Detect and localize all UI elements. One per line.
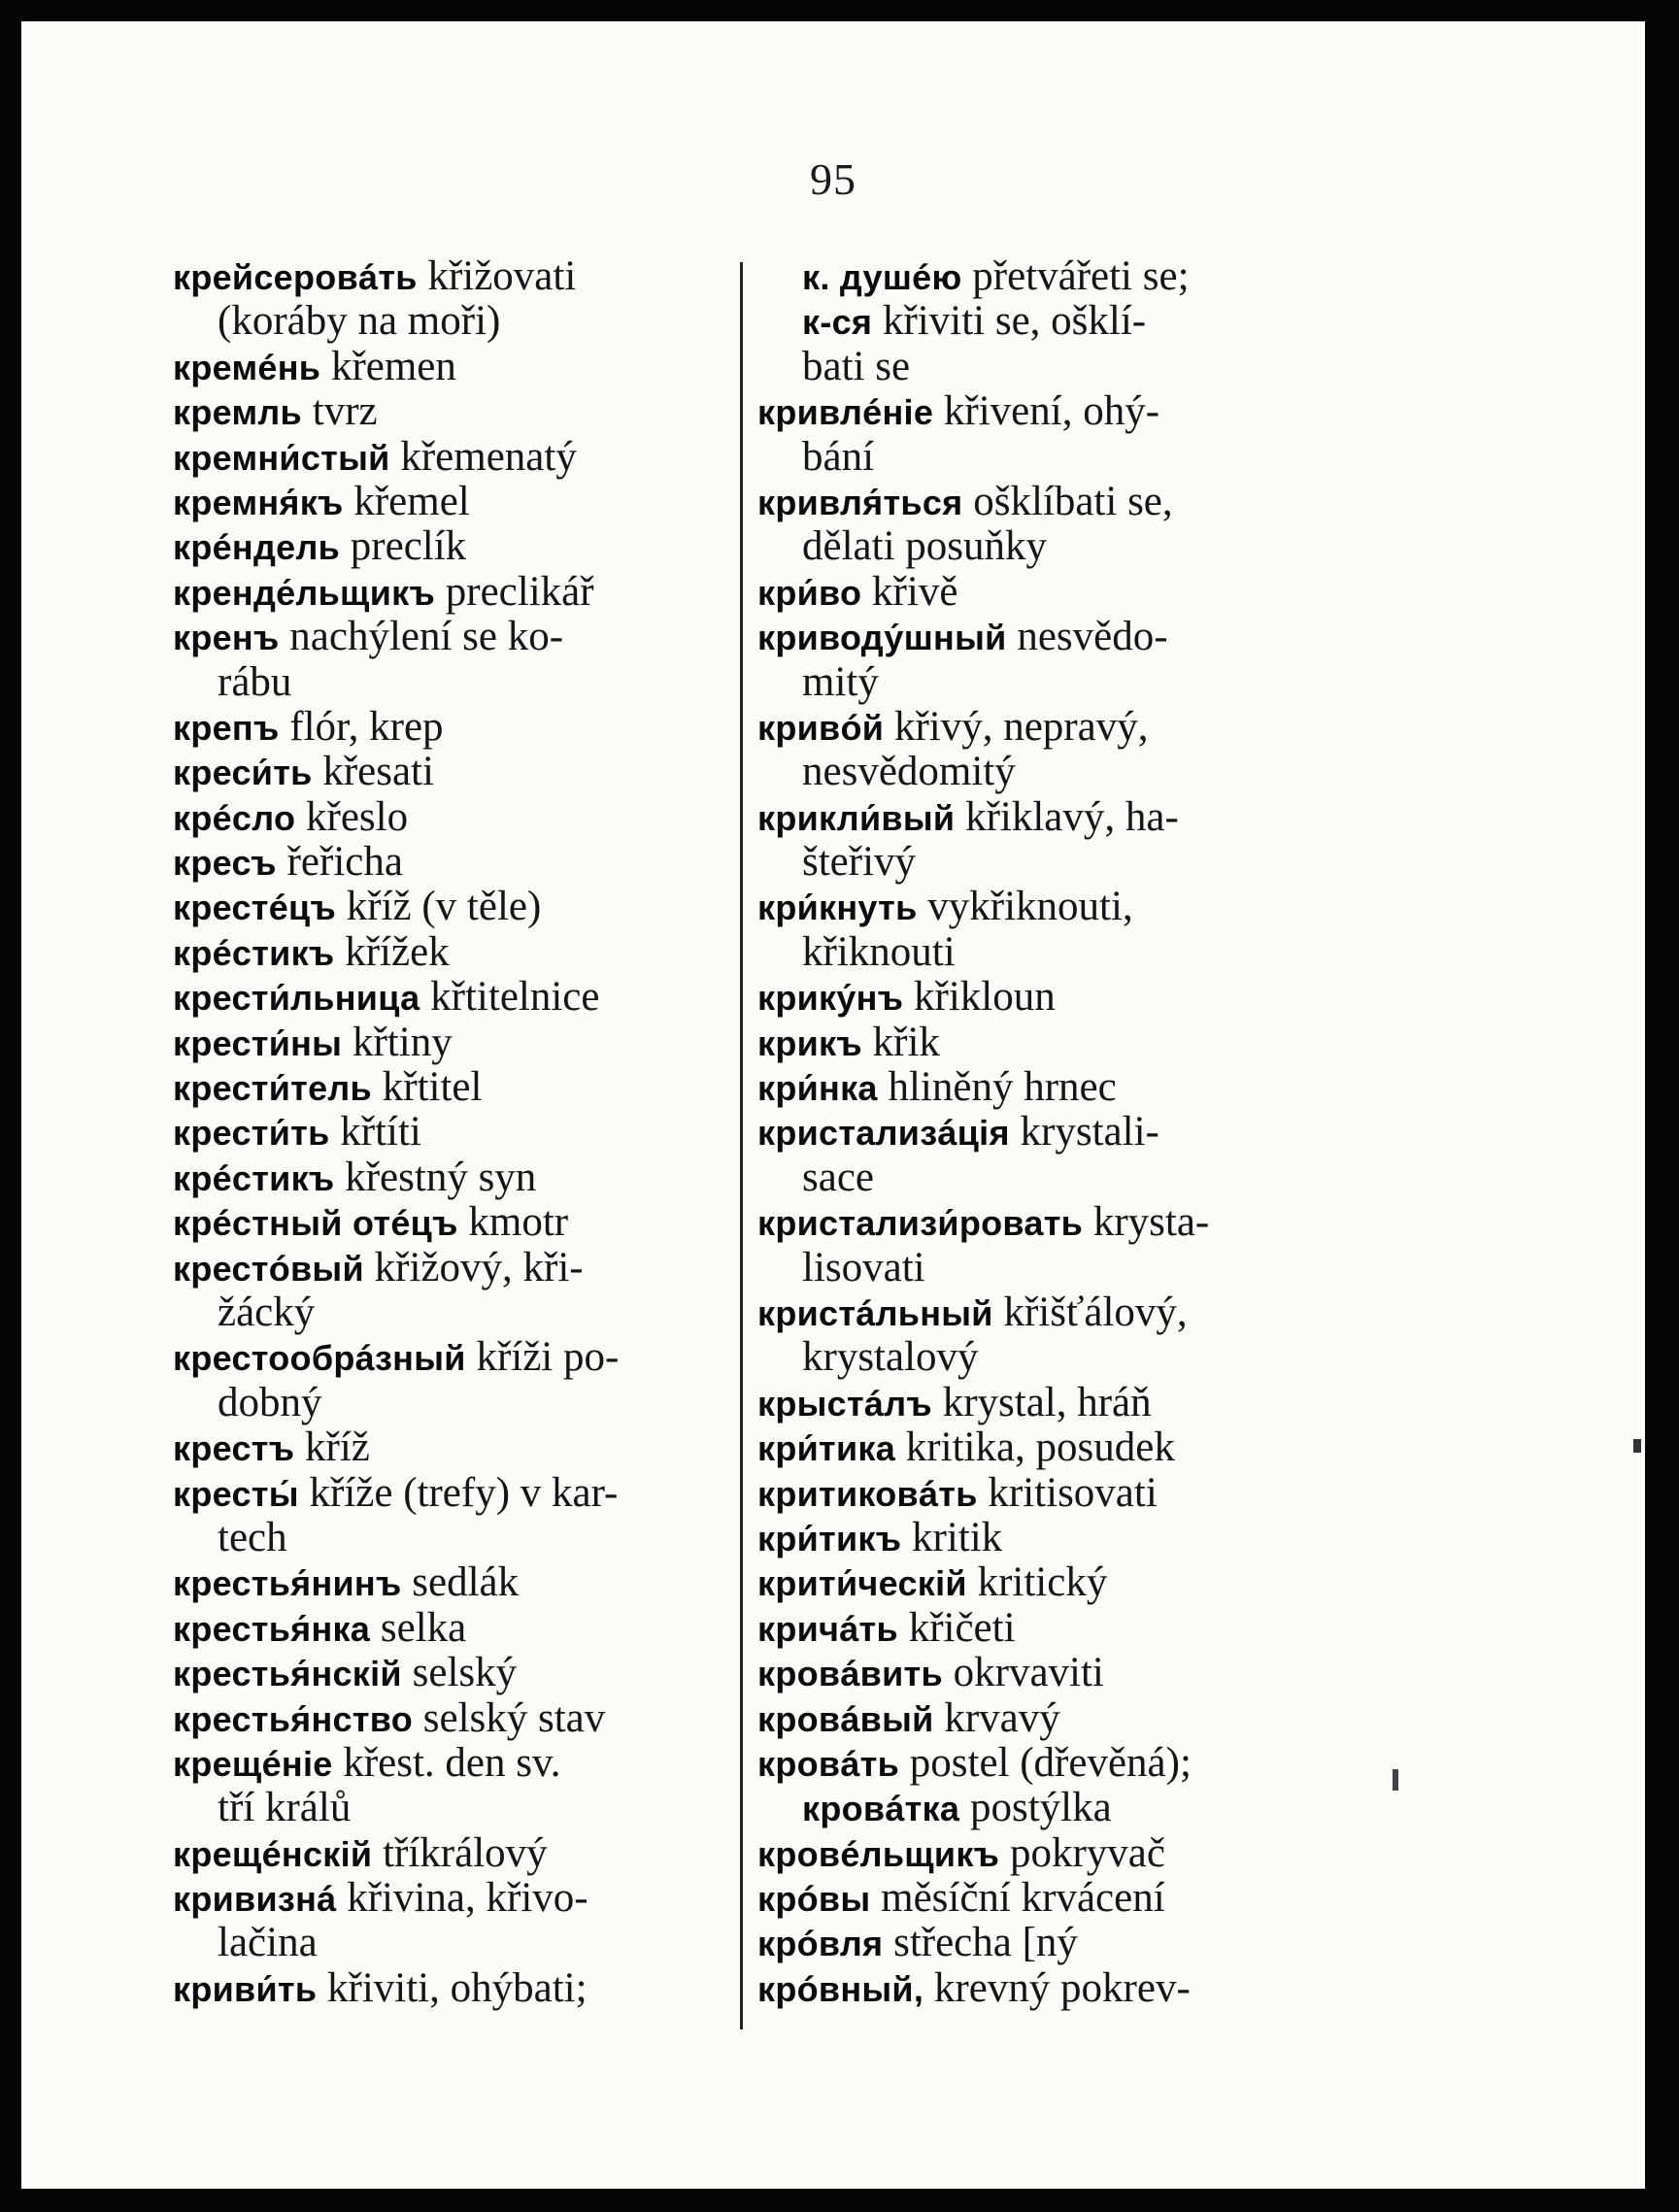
- headword: крéндель: [173, 527, 341, 568]
- headword: крести́льница: [173, 978, 420, 1019]
- dictionary-entry-line: [757, 299, 1328, 344]
- headword: крестóвый: [173, 1248, 364, 1289]
- headword: криви́ть: [173, 1968, 318, 2009]
- headword: кри́кнуть: [757, 888, 918, 928]
- dictionary-entry-line: [173, 480, 730, 524]
- translation-text: křížek: [334, 928, 450, 975]
- headword: крестéцъ: [173, 888, 337, 928]
- dictionary-entry-line: [173, 1516, 730, 1560]
- dictionary-entry-line: [173, 795, 730, 840]
- headword: креси́ть: [173, 753, 313, 793]
- dictionary-entry-line: [757, 1966, 1328, 2011]
- dictionary-entry-line: [173, 840, 730, 885]
- dictionary-entry-line: [757, 1290, 1328, 1335]
- headword: крити́ческій: [757, 1563, 967, 1604]
- dictionary-entry-line: [757, 975, 1328, 1020]
- translation-text: hliněný hrnec: [877, 1064, 1117, 1111]
- headword: кровáвить: [757, 1654, 943, 1694]
- translation-text: křemel: [343, 478, 470, 524]
- dictionary-entry-line: [757, 1741, 1328, 1786]
- dictionary-entry-line: [173, 1560, 730, 1605]
- translation-text: bání: [802, 433, 875, 480]
- dictionary-entry-line: [757, 1335, 1328, 1380]
- translation-text: šteřivý: [802, 839, 917, 886]
- translation-text: kříž: [294, 1424, 370, 1471]
- dictionary-entry-line: [757, 1516, 1328, 1560]
- dictionary-entry-line: [173, 1381, 730, 1425]
- dictionary-entry-line: [757, 570, 1328, 615]
- translation-text: křišťálový,: [992, 1289, 1188, 1335]
- dictionary-entry-line: [757, 930, 1328, 975]
- headword: кренде́льщикъ: [173, 572, 436, 613]
- translation-text: preclík: [340, 523, 467, 570]
- headword: крейсеровáть: [173, 257, 418, 297]
- translation-text: křiviti, ohýbati;: [317, 1964, 588, 2011]
- translation-text: okrvaviti: [942, 1650, 1104, 1696]
- translation-text: křik: [861, 1019, 940, 1065]
- dictionary-entry-line: [757, 1471, 1328, 1516]
- dictionary-entry-line: [757, 1381, 1328, 1425]
- dictionary-entry-line: [173, 1651, 730, 1695]
- dictionary-entry-line: [757, 1021, 1328, 1065]
- translation-text: nesvědomitý: [802, 749, 1016, 795]
- translation-text: křikloun: [903, 974, 1056, 1021]
- dictionary-entry-line: [757, 1786, 1328, 1830]
- translation-text: krysta-: [1083, 1199, 1210, 1246]
- translation-text: sedlák: [401, 1559, 520, 1606]
- translation-text: křivě: [861, 568, 958, 615]
- dictionary-entry-line: [173, 1065, 730, 1110]
- dictionary-entry-line: [173, 885, 730, 929]
- headword: кровáть: [757, 1743, 900, 1784]
- dictionary-entry-line: [757, 1425, 1328, 1470]
- dictionary-entry-line: [757, 750, 1328, 794]
- translation-text: postel (dřevěná);: [899, 1739, 1192, 1786]
- dictionary-entry-line: [173, 1021, 730, 1065]
- translation-text: krevný pokrev-: [923, 1964, 1191, 2011]
- dictionary-entry-line: [173, 1471, 730, 1516]
- dictionary-entry-line: [173, 1876, 730, 1921]
- headword: крестья́нскій: [173, 1654, 402, 1694]
- translation-text: kříži po-: [465, 1334, 620, 1381]
- headword: крести́ны: [173, 1022, 343, 1063]
- translation-text: křtitel: [372, 1064, 483, 1111]
- translation-text: (koráby na moři): [218, 298, 501, 345]
- headword: кровáтка: [802, 1789, 960, 1829]
- translation-text: křeslo: [295, 793, 409, 840]
- translation-text: selský stav: [413, 1694, 606, 1741]
- dictionary-page: [21, 21, 1645, 2189]
- translation-text: křtitelnice: [420, 974, 600, 1021]
- headword: кривóй: [757, 707, 885, 748]
- dictionary-entry-line: [173, 615, 730, 659]
- dictionary-entry-line: [173, 570, 730, 615]
- translation-text: nesvědo-: [1006, 614, 1168, 660]
- headword: к-ся: [802, 302, 873, 343]
- headword: кристáльный: [757, 1292, 993, 1333]
- translation-text: selský: [401, 1650, 518, 1696]
- translation-text: krystali-: [1009, 1109, 1159, 1156]
- translation-text: lisovati: [802, 1244, 925, 1290]
- headword: крéстный отéцъ: [173, 1203, 458, 1244]
- translation-text: tech: [218, 1514, 287, 1560]
- translation-text: žácký: [218, 1289, 316, 1335]
- dictionary-entry-line: [173, 1290, 730, 1335]
- headword: крéстикъ: [173, 932, 335, 973]
- dictionary-entry-line: [757, 345, 1328, 389]
- translation-text: řeřicha: [276, 839, 403, 886]
- translation-text: dobný: [218, 1379, 322, 1425]
- translation-text: křivina, křivo-: [336, 1875, 588, 1922]
- headword: крыстáлъ: [757, 1383, 932, 1424]
- translation-text: kritický: [966, 1559, 1108, 1606]
- translation-text: střecha [ný: [883, 1920, 1078, 1966]
- translation-text: flór, krep: [279, 703, 444, 750]
- headword: кри́во: [757, 572, 862, 613]
- headword: крести́ть: [173, 1113, 330, 1154]
- headword: крикъ: [757, 1022, 862, 1063]
- dictionary-entry-line: [173, 1246, 730, 1290]
- translation-text: křičeti: [897, 1604, 1016, 1651]
- translation-text: křivení, ohý-: [933, 388, 1160, 435]
- dictionary-entry-line: [757, 1110, 1328, 1155]
- headword: кровéльщикъ: [757, 1833, 1000, 1874]
- dictionary-entry-line: [173, 299, 730, 344]
- page-number: 95: [810, 154, 856, 204]
- translation-text: mitý: [802, 658, 879, 705]
- translation-text: postýlka: [959, 1785, 1112, 1831]
- dictionary-entry-line: [757, 615, 1328, 659]
- translation-text: kritisovati: [977, 1469, 1158, 1516]
- headword: крéсло: [173, 797, 296, 838]
- headword: кри́тикъ: [757, 1518, 902, 1558]
- translation-text: lačina: [218, 1920, 318, 1966]
- dictionary-entry-line: [173, 254, 730, 299]
- translation-text: selka: [370, 1604, 467, 1651]
- dictionary-entry-line: [173, 1335, 730, 1380]
- translation-text: tří králů: [218, 1785, 352, 1831]
- dictionary-entry-line: [173, 660, 730, 705]
- translation-text: nachýlení se ko-: [279, 614, 564, 660]
- headword: крóвля: [757, 1924, 884, 1964]
- translation-text: kříže (trefy) v kar-: [298, 1469, 619, 1516]
- dictionary-entry-line: [757, 1246, 1328, 1290]
- headword: кричáть: [757, 1608, 898, 1649]
- headword: кривлéніе: [757, 392, 934, 433]
- translation-text: vykřiknouti,: [917, 884, 1133, 930]
- column-divider: [740, 262, 743, 2029]
- translation-text: křižový, kři-: [363, 1244, 584, 1290]
- dictionary-entry-line: [173, 435, 730, 480]
- translation-text: krystal, hráň: [931, 1379, 1152, 1425]
- headword: кривизнá: [173, 1879, 337, 1920]
- translation-text: kritika, posudek: [895, 1424, 1175, 1471]
- translation-text: pokryvač: [999, 1829, 1165, 1876]
- dictionary-entry-line: [173, 1156, 730, 1200]
- headword: критиковáть: [757, 1473, 978, 1514]
- headword: крестообрáзный: [173, 1338, 466, 1379]
- dictionary-entry-line: [757, 1696, 1328, 1741]
- translation-text: kritik: [901, 1514, 1003, 1560]
- translation-text: preclikář: [435, 568, 594, 615]
- headword: крóвы: [757, 1879, 871, 1920]
- headword: крестья́нка: [173, 1608, 371, 1649]
- translation-text: kříž (v těle): [336, 884, 542, 930]
- scan-speck: [1633, 1439, 1641, 1453]
- translation-text: ošklíbati se,: [962, 478, 1173, 524]
- translation-text: křestný syn: [334, 1154, 537, 1200]
- translation-text: křemenatý: [389, 433, 577, 480]
- translation-text: křiklavý, ha-: [955, 793, 1179, 840]
- headword: кремéнь: [173, 347, 321, 387]
- headword: кремни́стый: [173, 437, 390, 478]
- translation-text: křiknouti: [802, 928, 956, 975]
- translation-text: křemen: [320, 343, 456, 389]
- headword: крепъ: [173, 707, 280, 748]
- headword: кровáвый: [757, 1698, 934, 1739]
- headword: крику́нъ: [757, 978, 904, 1019]
- translation-text: křtiny: [342, 1019, 453, 1065]
- headword: кренъ: [173, 618, 280, 658]
- translation-text: křiviti se, ošklí-: [872, 298, 1147, 345]
- translation-text: krvavý: [933, 1694, 1060, 1741]
- headword: кремль: [173, 392, 302, 433]
- headword: кри́тика: [757, 1428, 896, 1469]
- dictionary-entry-line: [757, 1876, 1328, 1921]
- dictionary-entry-line: [757, 1065, 1328, 1110]
- dictionary-entry-line: [173, 705, 730, 750]
- headword: крестъ: [173, 1428, 295, 1469]
- headword: кристализáція: [757, 1113, 1010, 1154]
- dictionary-entry-line: [757, 435, 1328, 480]
- translation-text: křest. den sv.: [332, 1739, 561, 1786]
- dictionary-entry-line: [173, 389, 730, 434]
- headword: крóвный,: [757, 1968, 924, 2009]
- dictionary-entry-line: [757, 660, 1328, 705]
- dictionary-entry-line: [173, 1921, 730, 1965]
- translation-text: křtíti: [329, 1109, 421, 1156]
- translation-text: krystalový: [802, 1334, 979, 1381]
- dictionary-entry-line: [173, 1110, 730, 1155]
- scan-speck: [1393, 1769, 1398, 1791]
- translation-text: přetvářeti se;: [961, 253, 1190, 299]
- dictionary-entry-line: [757, 480, 1328, 524]
- headword: криводу́шный: [757, 618, 1007, 658]
- dictionary-entry-line: [173, 1786, 730, 1830]
- dictionary-entry-line: [173, 524, 730, 569]
- dictionary-entry-line: [757, 705, 1328, 750]
- translation-text: sace: [802, 1154, 874, 1200]
- dictionary-entry-line: [173, 750, 730, 794]
- dictionary-entry-line: [173, 1966, 730, 2011]
- dictionary-entry-line: [757, 524, 1328, 569]
- translation-text: bati se: [802, 343, 911, 389]
- headword: крещéнскій: [173, 1833, 373, 1874]
- headword: кресты́: [173, 1473, 299, 1514]
- dictionary-entry-line: [173, 1696, 730, 1741]
- dictionary-entry-line: [757, 1921, 1328, 1965]
- headword: кристализи́ровать: [757, 1203, 1084, 1244]
- headword: крестья́нинъ: [173, 1563, 402, 1604]
- dictionary-entry-line: [757, 1156, 1328, 1200]
- dictionary-entry-line: [757, 840, 1328, 885]
- headword: крести́тель: [173, 1068, 372, 1109]
- dictionary-entry-line: [757, 795, 1328, 840]
- translation-text: rábu: [218, 658, 292, 705]
- translation-text: tvrz: [302, 388, 378, 435]
- headword: крикли́вый: [757, 797, 956, 838]
- dictionary-entry-line: [173, 1200, 730, 1245]
- left-column: [173, 254, 730, 2011]
- translation-text: křesati: [312, 749, 434, 795]
- headword: кресъ: [173, 843, 277, 884]
- translation-text: tříkrálový: [372, 1829, 548, 1876]
- translation-text: křižovati: [417, 253, 577, 299]
- translation-text: měsíční krvácení: [870, 1875, 1165, 1922]
- headword: к. душéю: [802, 257, 962, 297]
- dictionary-entry-line: [173, 345, 730, 389]
- dictionary-entry-line: [173, 975, 730, 1020]
- headword: крестья́нство: [173, 1698, 413, 1739]
- headword: кривля́ться: [757, 482, 963, 522]
- headword: крéстикъ: [173, 1157, 335, 1198]
- dictionary-entry-line: [757, 254, 1328, 299]
- headword: крещéніе: [173, 1743, 333, 1784]
- dictionary-entry-line: [173, 930, 730, 975]
- translation-text: křivý, nepravý,: [884, 703, 1149, 750]
- translation-text: kmotr: [457, 1199, 569, 1246]
- dictionary-entry-line: [757, 389, 1328, 434]
- dictionary-entry-line: [757, 1560, 1328, 1605]
- dictionary-entry-line: [173, 1425, 730, 1470]
- right-column: [757, 254, 1328, 2011]
- dictionary-entry-line: [757, 1200, 1328, 1245]
- dictionary-entry-line: [173, 1831, 730, 1876]
- dictionary-entry-line: [757, 885, 1328, 929]
- translation-text: dělati posuňky: [802, 523, 1047, 570]
- dictionary-entry-line: [757, 1831, 1328, 1876]
- dictionary-entry-line: [757, 1606, 1328, 1651]
- dictionary-entry-line: [173, 1606, 730, 1651]
- dictionary-entry-line: [173, 1741, 730, 1786]
- dictionary-entry-line: [757, 1651, 1328, 1695]
- headword: кремня́къ: [173, 482, 344, 522]
- headword: кри́нка: [757, 1068, 878, 1109]
